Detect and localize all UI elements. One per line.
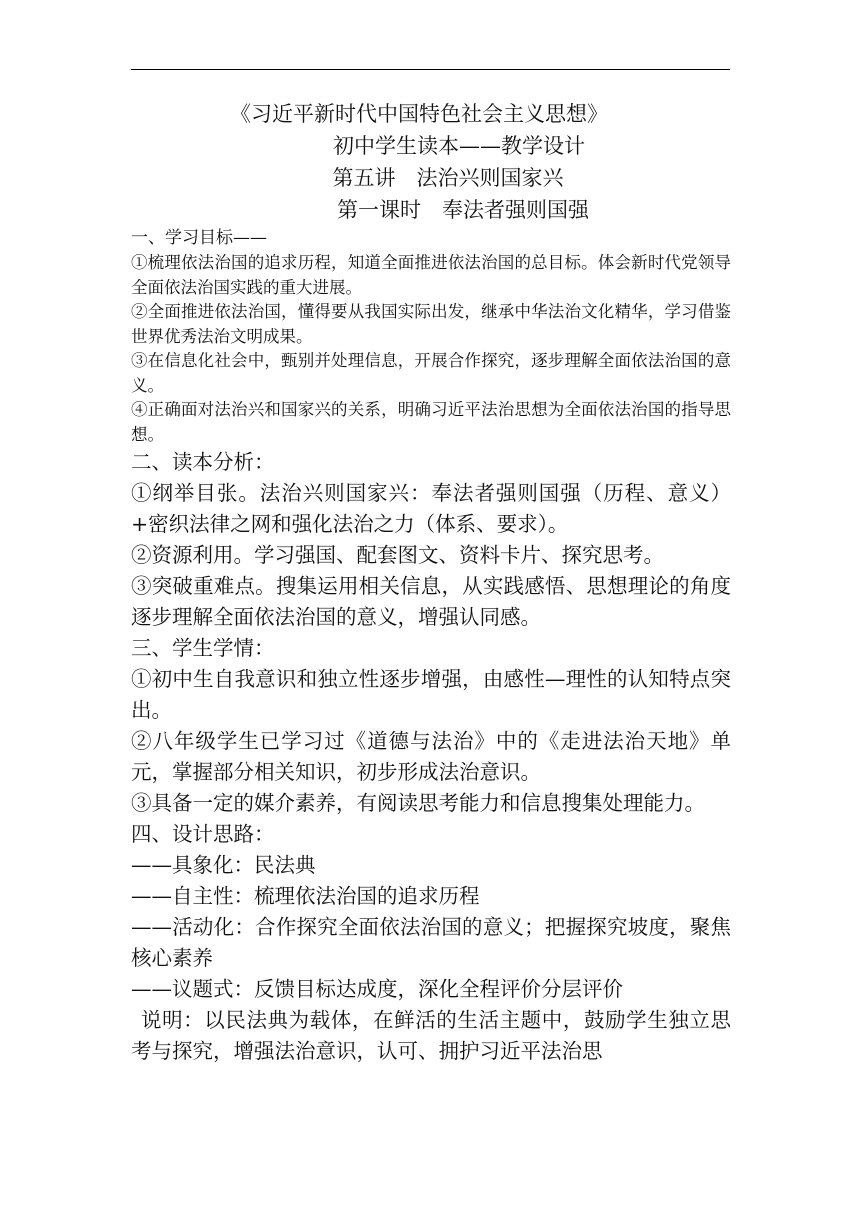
section-heading: 四、设计思路： <box>131 822 275 846</box>
section-learning-goals <box>131 226 731 447</box>
document-title: 《习近平新时代中国特色社会主义思想》 <box>230 102 608 126</box>
document-subtitle: 初中学生读本——教学设计 <box>333 134 585 158</box>
list-item: ③突破重难点。搜集运用相关信息，从实践感悟、思想理论的角度逐步理解全面依法治国的意义，增强认同感。 <box>131 574 731 629</box>
list-item: ④正确面对法治兴和国家兴的关系，明确习近平法治思想为全面依法治国的指导思想。 <box>131 400 731 444</box>
list-item: ——自主性：梳理依法治国的追求历程 <box>131 884 480 908</box>
list-item: ②全面推进依法治国，懂得要从我国实际出发，继承中华法治文化精华，学习借鉴世界优秀法治文明成果。 <box>131 302 731 346</box>
list-item: ②八年级学生已学习过《道德与法治》中的《走进法治天地》单元，掌握部分相关知识，初步形成法治意识。 <box>131 729 731 784</box>
list-item: ①纲举目张。法治兴则国家兴：奉法者强则国强（历程、意义）+密织法律之网和强化法治之力（体系、要求）。 <box>131 481 731 536</box>
lecture-title: 第五讲 法治兴则国家兴 <box>332 166 564 190</box>
list-item: ①初中生自我意识和独立性逐步增强，由感性—理性的认知特点突出。 <box>131 667 731 722</box>
section-heading: 一、学习目标—— <box>131 228 267 248</box>
list-item: ——议题式：反馈目标达成度，深化全程评价分层评价 <box>131 977 623 1001</box>
list-item: ——活动化：合作探究全面依法治国的意义；把握探究坡度，聚焦核心素养 <box>131 915 731 970</box>
list-item: ③具备一定的媒介素养，有阅读思考能力和信息搜集处理能力。 <box>131 791 705 815</box>
header-rule <box>131 69 730 70</box>
list-item: ①梳理依法治国的追求历程，知道全面推进依法治国的总目标。体会新时代党领导全面依法治国实践的重大进展。 <box>131 253 731 297</box>
section-heading: 二、读本分析： <box>131 450 275 474</box>
list-item: ②资源利用。学习强国、配套图文、资料卡片、探究思考。 <box>131 543 664 567</box>
lesson-title: 第一课时 奉法者强则国强 <box>337 198 589 222</box>
note-paragraph: 说明：以民法典为载体，在鲜活的生活主题中，鼓励学生独立思考与探究，增强法治意识，认可、拥护习近平法治思 <box>131 1008 731 1063</box>
section-design-ideas <box>131 819 731 1067</box>
section-student-situation <box>131 633 731 819</box>
document-page <box>131 98 731 1067</box>
section-heading: 三、学生学情： <box>131 636 275 660</box>
section-reader-analysis <box>131 447 731 633</box>
list-item: ——具象化：民法典 <box>131 853 316 877</box>
list-item: ③在信息化社会中，甄别并处理信息，开展合作探究，逐步理解全面依法治国的意义。 <box>131 351 731 395</box>
